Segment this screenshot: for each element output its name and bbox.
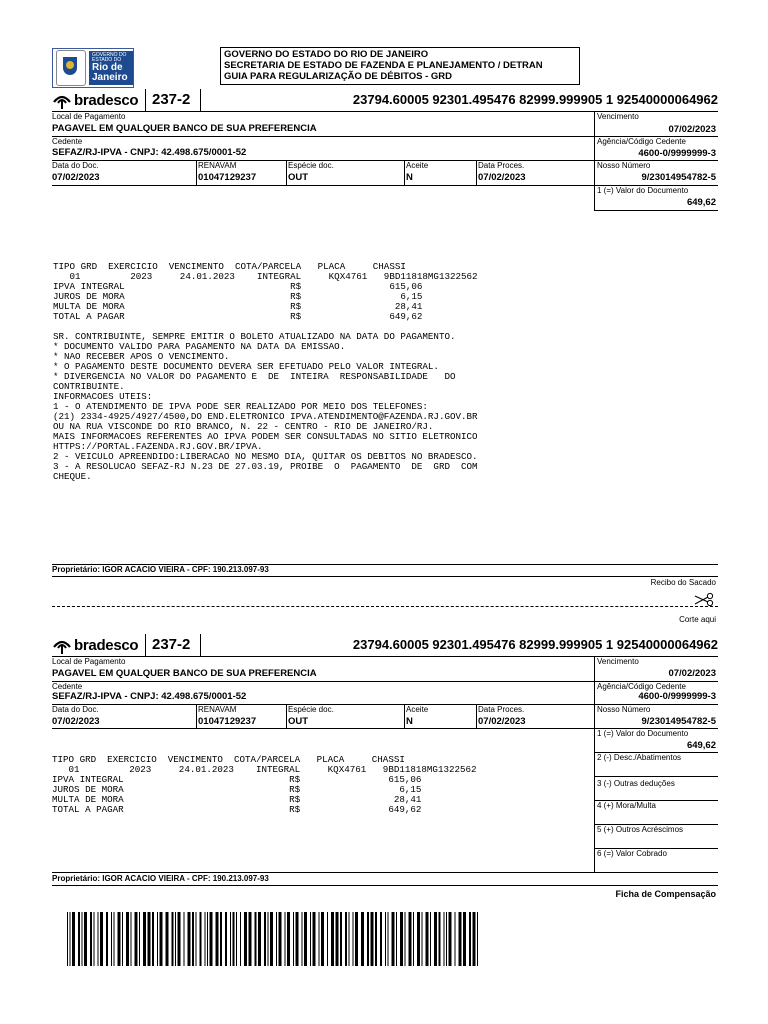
barcode-bar (178, 912, 181, 966)
linha-digitavel: 23794.60005 92301.495476 82999.999905 1 92540000064962 (352, 637, 718, 652)
barcode-bar (355, 912, 358, 966)
barcode-bar (463, 912, 466, 966)
barcode-bar (349, 912, 350, 966)
barcode-bar (413, 912, 414, 966)
barcode-bar (469, 912, 471, 966)
desc-abatimentos: 2 (-) Desc./Abatimentos (597, 753, 682, 762)
instruction-line: * DOCUMENTO VALIDO PARA PAGAMENTO NA DATA DA EMISSAO. (53, 341, 346, 352)
header-line-2: SECRETARIA DE ESTADO DE FAZENDA E PLANEJAMENTO / DETRAN (224, 60, 543, 71)
barcode-bar (321, 912, 324, 966)
barcode-bar (409, 912, 412, 966)
linha-digitavel: 23794.60005 92301.495476 82999.999905 1 92540000064962 (352, 92, 718, 107)
barcode-bar (184, 912, 185, 966)
barcode-bar (385, 912, 386, 966)
outros-acrescimos: 5 (+) Outros Acréscimos (597, 825, 684, 834)
barcode-bar (405, 912, 406, 966)
barcode-bar (131, 912, 132, 966)
data-doc: Data do Doc. 07/02/2023 (52, 705, 100, 727)
instruction-line: IPVA INTEGRAL R$ 615,06 (52, 774, 422, 785)
barcode-bar (455, 912, 456, 966)
instruction-line: CONTRIBUINTE. (53, 381, 125, 392)
instruction-line: * NAO RECEBER APOS O VENCIMENTO. (53, 351, 230, 362)
cedente: Cedente SEFAZ/RJ-IPVA - CNPJ: 42.498.675/0001-52 (52, 137, 247, 158)
instruction-line: SR. CONTRIBUINTE, SEMPRE EMITIR O BOLETO ATUALIZADO NA DATA DO PAGAMENTO. (53, 331, 456, 342)
barcode-bar (152, 912, 154, 966)
barcode-bar (114, 912, 115, 966)
bank-name: bradesco (74, 91, 139, 109)
barcode-bar (310, 912, 311, 966)
bank-name: bradesco (74, 636, 139, 654)
data-proces: Data Proces. 07/02/2023 (478, 161, 526, 183)
aceite: Aceite N (406, 161, 429, 183)
instruction-line: 2 - VEICULO APREENDIDO:LIBERACAO NO MESMO DIA, QUITAR OS DEBITOS NO BRADESCO. (53, 451, 478, 462)
barcode-bar (276, 912, 277, 966)
barcode-bar (233, 912, 235, 966)
barcode-bar (380, 912, 382, 966)
barcode-bar (459, 912, 462, 966)
especie-doc: Espécie doc. OUT (288, 705, 334, 727)
barcode-bar (207, 912, 208, 966)
header-title-box (220, 47, 580, 85)
especie-doc: Espécie doc. OUT (288, 161, 334, 183)
instruction-line: 3 - A RESOLUCAO SEFAZ-RJ N.23 DE 27.03.19, PROIBE O PAGAMENTO DE GRD COM (53, 461, 478, 472)
government-logo: GOVERNO DO ESTADO DO Rio de Janeiro (52, 48, 134, 88)
renavam: RENAVAM 01047129237 (198, 161, 257, 183)
ficha-compensacao-label: Ficha de Compensação (615, 889, 716, 899)
barcode-bar (302, 912, 303, 966)
barcode-bar (236, 912, 237, 966)
cut-line[interactable] (52, 606, 718, 607)
barcode-bar (249, 912, 252, 966)
barcode-bar (143, 912, 146, 966)
instruction-line: TOTAL A PAGAR R$ 649,62 (53, 311, 423, 322)
local-pagamento: Local de Pagamento PAGAVEL EM QUALQUER BANCO DE SUA PREFERENCIA (52, 112, 317, 134)
bradesco-logo (52, 634, 138, 656)
valor-documento: 1 (=) Valor do Documento 649,62 (597, 729, 716, 751)
barcode-bar (148, 912, 151, 966)
barcode-bar (216, 912, 219, 966)
aceite: Aceite N (406, 705, 429, 727)
instruction-line: 1 - O ATENDIMENTO DE IPVA PODE SER REALIZADO POR MEIO DOS TELEFONES: (53, 401, 428, 412)
barcode-bar (106, 912, 108, 966)
instructions-top (53, 262, 478, 482)
barcode-bar (72, 912, 75, 966)
proprietario-top: Proprietário: IGOR ACACIO VIEIRA - CPF: 190.213.097-93 (52, 565, 269, 574)
barcode-bar (353, 912, 354, 966)
instruction-line: JUROS DE MORA R$ 6,15 (53, 291, 423, 302)
agencia-codigo: Agência/Código Cedente 4600-0/9999999-3 (597, 137, 716, 159)
barcode-bar (319, 912, 320, 966)
agencia-codigo: Agência/Código Cedente 4600-0/9999999-3 (597, 682, 716, 702)
outras-deducoes: 3 (-) Outras deduções (597, 779, 675, 788)
instruction-line: TOTAL A PAGAR R$ 649,62 (52, 804, 422, 815)
barcode-bar (473, 912, 476, 966)
barcode-bar (340, 912, 342, 966)
instruction-line: TIPO GRD EXERCICIO VENCIMENTO COTA/PARCELA PLACA CHASSI (53, 261, 406, 272)
barcode-bar (139, 912, 140, 966)
nosso-numero: Nosso Número 9/23014954782-5 (597, 161, 716, 183)
barcode-bar (84, 912, 87, 966)
barcode-bar (175, 912, 176, 966)
barcode-bar (67, 912, 68, 966)
barcode-bar (270, 912, 273, 966)
barcode-bar (205, 912, 206, 966)
instruction-line: (21) 2334-4925/4927/4500,DO END.ELETRONICO IPVA.ATENDIMENTO@FAZENDA.RJ.GOV.BR (53, 411, 478, 422)
data-proces: Data Proces. 07/02/2023 (478, 705, 526, 727)
instruction-line: * DIVERGENCIA NO VALOR DO PAGAMENTO E DE INTEIRA RESPONSABILIDADE DO (53, 371, 456, 382)
instruction-line: HTTPS://PORTAL.FAZENDA.RJ.GOV.BR/IPVA. (53, 441, 263, 452)
barcode-bar (225, 912, 227, 966)
barcode-bar (361, 912, 364, 966)
instruction-line: MULTA DE MORA R$ 28,41 (53, 301, 423, 312)
barcode-bar (160, 912, 163, 966)
instruction-line: OU NA RUA VISCONDE DO RIO BRANCO, N. 22 - CENTRO - RIO DE JANEIRO/RJ. (53, 421, 434, 432)
barcode-bar (426, 912, 429, 966)
barcode-bar (100, 912, 103, 966)
barcode-bar (327, 912, 328, 966)
barcode-bar (444, 912, 445, 966)
barcode-bar (220, 912, 222, 966)
barcode-bar (287, 912, 290, 966)
barcode-bar (70, 912, 71, 966)
barcode-bar (449, 912, 452, 966)
barcode-bar (293, 912, 294, 966)
barcode-bar (422, 912, 423, 966)
barcode-bar (258, 912, 261, 966)
gov-logo-text: GOVERNO DO (92, 52, 127, 58)
barcode-bar (122, 912, 123, 966)
instruction-line: * O PAGAMENTO DESTE DOCUMENTO DEVERA SER EFETUADO PELO VALOR INTEGRAL. (53, 361, 439, 372)
barcode-bar (90, 912, 92, 966)
barcode-bar (268, 912, 269, 966)
barcode-bar (417, 912, 420, 966)
barcode-bar (166, 912, 169, 966)
barcode-bar (188, 912, 191, 966)
barcode-bar (210, 912, 213, 966)
bradesco-tree-icon (52, 635, 72, 655)
barcode-bar (396, 912, 397, 966)
barcode-bar (439, 912, 441, 966)
barcode-bar (230, 912, 231, 966)
barcode-bar (240, 912, 241, 966)
barcode-bar (313, 912, 316, 966)
header-line-1: GOVERNO DO ESTADO DO RIO DE JANEIRO (224, 49, 429, 60)
instruction-line: 01 2023 24.01.2023 INTEGRAL KQX4761 9BD11818MG1322562 (53, 271, 478, 282)
barcode-bar (135, 912, 138, 966)
header-line-3: GUIA PARA REGULARIZAÇÃO DE DÉBITOS - GRD (224, 71, 453, 82)
barcode-bar (94, 912, 95, 966)
barcode-bar (98, 912, 99, 966)
barcode-bar (78, 912, 80, 966)
barcode-bar (345, 912, 347, 966)
mora-multa: 4 (+) Mora/Multa (597, 801, 656, 810)
barcode-bar (200, 912, 202, 966)
barcode-bar (157, 912, 158, 966)
instruction-line: IPVA INTEGRAL R$ 615,06 (53, 281, 423, 292)
local-pagamento: Local de Pagamento PAGAVEL EM QUALQUER BANCO DE SUA PREFERENCIA (52, 657, 317, 679)
data-doc: Data do Doc. 07/02/2023 (52, 161, 100, 183)
corte-aqui-label: Corte aqui (679, 615, 716, 624)
barcode-bar (304, 912, 307, 966)
barcode-bar (264, 912, 266, 966)
instruction-line: TIPO GRD EXERCICIO VENCIMENTO COTA/PARCELA PLACA CHASSI (52, 754, 405, 765)
barcode-bar (296, 912, 299, 966)
barcode-bar (392, 912, 395, 966)
scissors-icon (693, 592, 715, 606)
vencimento: Vencimento 07/02/2023 (597, 112, 716, 135)
barcode-bar (118, 912, 121, 966)
nosso-numero: Nosso Número 9/23014954782-5 (597, 705, 716, 727)
instruction-line: JUROS DE MORA R$ 6,15 (52, 784, 422, 795)
barcode-bar (430, 912, 431, 966)
barcode-bar (388, 912, 389, 966)
instruction-line: 01 2023 24.01.2023 INTEGRAL KQX4761 9BD11818MG1322562 (52, 764, 477, 775)
valor-cobrado: 6 (=) Valor Cobrado (597, 849, 667, 858)
coat-of-arms-icon (56, 50, 86, 86)
bradesco-logo (52, 89, 138, 111)
barcode-bar (172, 912, 174, 966)
instruction-line: INFORMACOES UTEIS: (53, 391, 153, 402)
barcode-bar (255, 912, 257, 966)
bank-code: 237-2 (152, 636, 191, 653)
barcode-bar (331, 912, 334, 966)
instructions-bottom (52, 755, 477, 815)
instruction-line: CHEQUE. (53, 471, 92, 482)
vencimento: Vencimento 07/02/2023 (597, 657, 716, 679)
bank-header-bottom (52, 634, 718, 656)
bank-code: 237-2 (152, 91, 191, 108)
instruction-line: MULTA DE MORA R$ 28,41 (52, 794, 422, 805)
barcode-bar (446, 912, 447, 966)
recibo-sacado-label: Recibo do Sacado (650, 578, 716, 587)
barcode-bar (279, 912, 282, 966)
barcode-bar (434, 912, 437, 966)
cedente: Cedente SEFAZ/RJ-IPVA - CNPJ: 42.498.675/0001-52 (52, 682, 247, 702)
barcode-bar (477, 912, 478, 966)
barcode-bar (367, 912, 369, 966)
renavam: RENAVAM 01047129237 (198, 705, 257, 727)
barcode-bar (111, 912, 112, 966)
barcode-bar (196, 912, 197, 966)
barcode-bar (336, 912, 339, 966)
barcode-bar (375, 912, 377, 966)
barcode (67, 912, 507, 966)
valor-documento: 1 (=) Valor do Documento 649,62 (597, 186, 716, 208)
barcode-bar (285, 912, 286, 966)
barcode-bar (82, 912, 83, 966)
barcode-bar (371, 912, 374, 966)
barcode-bar (244, 912, 247, 966)
barcode-bar (126, 912, 129, 966)
bradesco-tree-icon (52, 90, 72, 110)
instruction-line: MAIS INFORMACOES REFERENTES AO IPVA PODEM SER CONSULTADAS NO SITIO ELETRONICO (53, 431, 478, 442)
barcode-bar (400, 912, 403, 966)
bank-header-top (52, 89, 718, 111)
barcode-bar (192, 912, 194, 966)
proprietario-bottom: Proprietário: IGOR ACACIO VIEIRA - CPF: 190.213.097-93 (52, 874, 269, 883)
